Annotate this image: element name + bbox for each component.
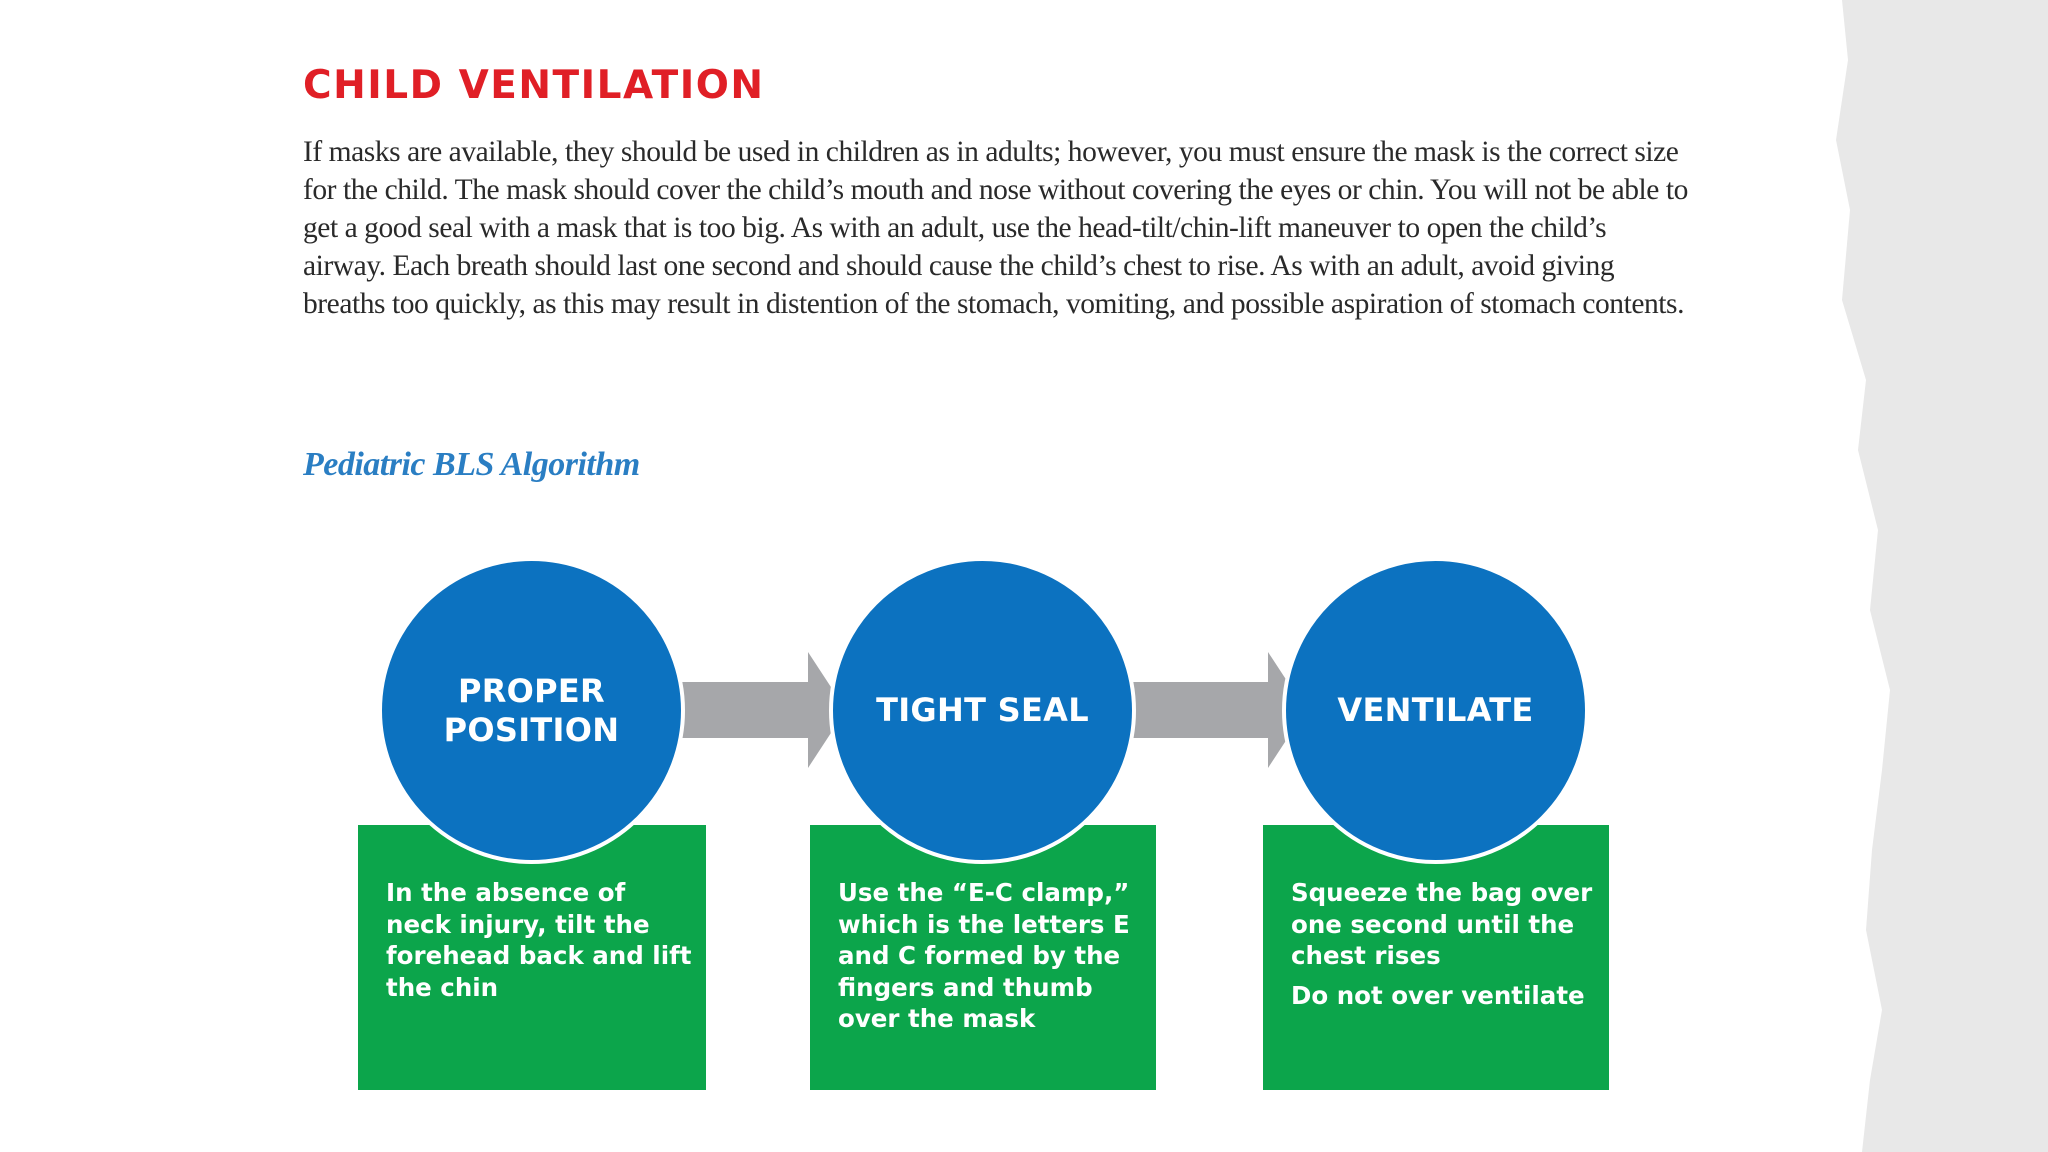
step-3-box — [1263, 825, 1609, 1090]
arrow-2-to-3 — [1132, 652, 1306, 768]
step-2-circle — [829, 557, 1136, 864]
step-2-description-block — [838, 877, 1142, 1035]
step-3-circle — [1282, 557, 1589, 864]
step-3-description-block — [1291, 877, 1595, 1011]
page-title: CHILD VENTILATION — [303, 63, 765, 108]
step-1-description-block — [386, 877, 692, 1003]
step-2-description: Use the “E-C clamp,” which is the letters E and C formed by the fingers and thumb over the mask — [838, 878, 1130, 1033]
body-paragraph: If masks are available, they should be used in children as in adults; however, you must ensure the mask is the correct size for the child. The mask should cover the child’s mouth and nose without covering the eyes or chin. You will not be able to get a good seal with a mask that is too big. As with an adult, use the head-tilt/chin-lift maneuver to open the child’s airway. Each breath should last one second and should cause the child’s chest to rise. As with an adult, avoid giving breaths too quickly, as this may result in distention of the stomach, vomiting, and possible aspiration of stomach contents. — [303, 136, 1688, 320]
step-1-circle — [378, 557, 685, 864]
algorithm-title: Pediatric BLS Algorithm — [303, 446, 640, 483]
step-1-description: In the absence of neck injury, tilt the forehead back and lift the chin — [386, 878, 692, 1002]
step-3-note: Do not over ventilate — [1291, 980, 1585, 1010]
step-1-box — [358, 825, 706, 1090]
step-2-label: TIGHT SEAL — [876, 691, 1089, 729]
step-1-label: PROPER POSITION — [443, 671, 620, 749]
step-3-description: Squeeze the bag over one second until the chest rises — [1291, 878, 1593, 970]
step-2-box — [810, 825, 1156, 1090]
step-3-label: VENTILATE — [1337, 691, 1534, 729]
arrow-1-to-2 — [680, 652, 846, 768]
